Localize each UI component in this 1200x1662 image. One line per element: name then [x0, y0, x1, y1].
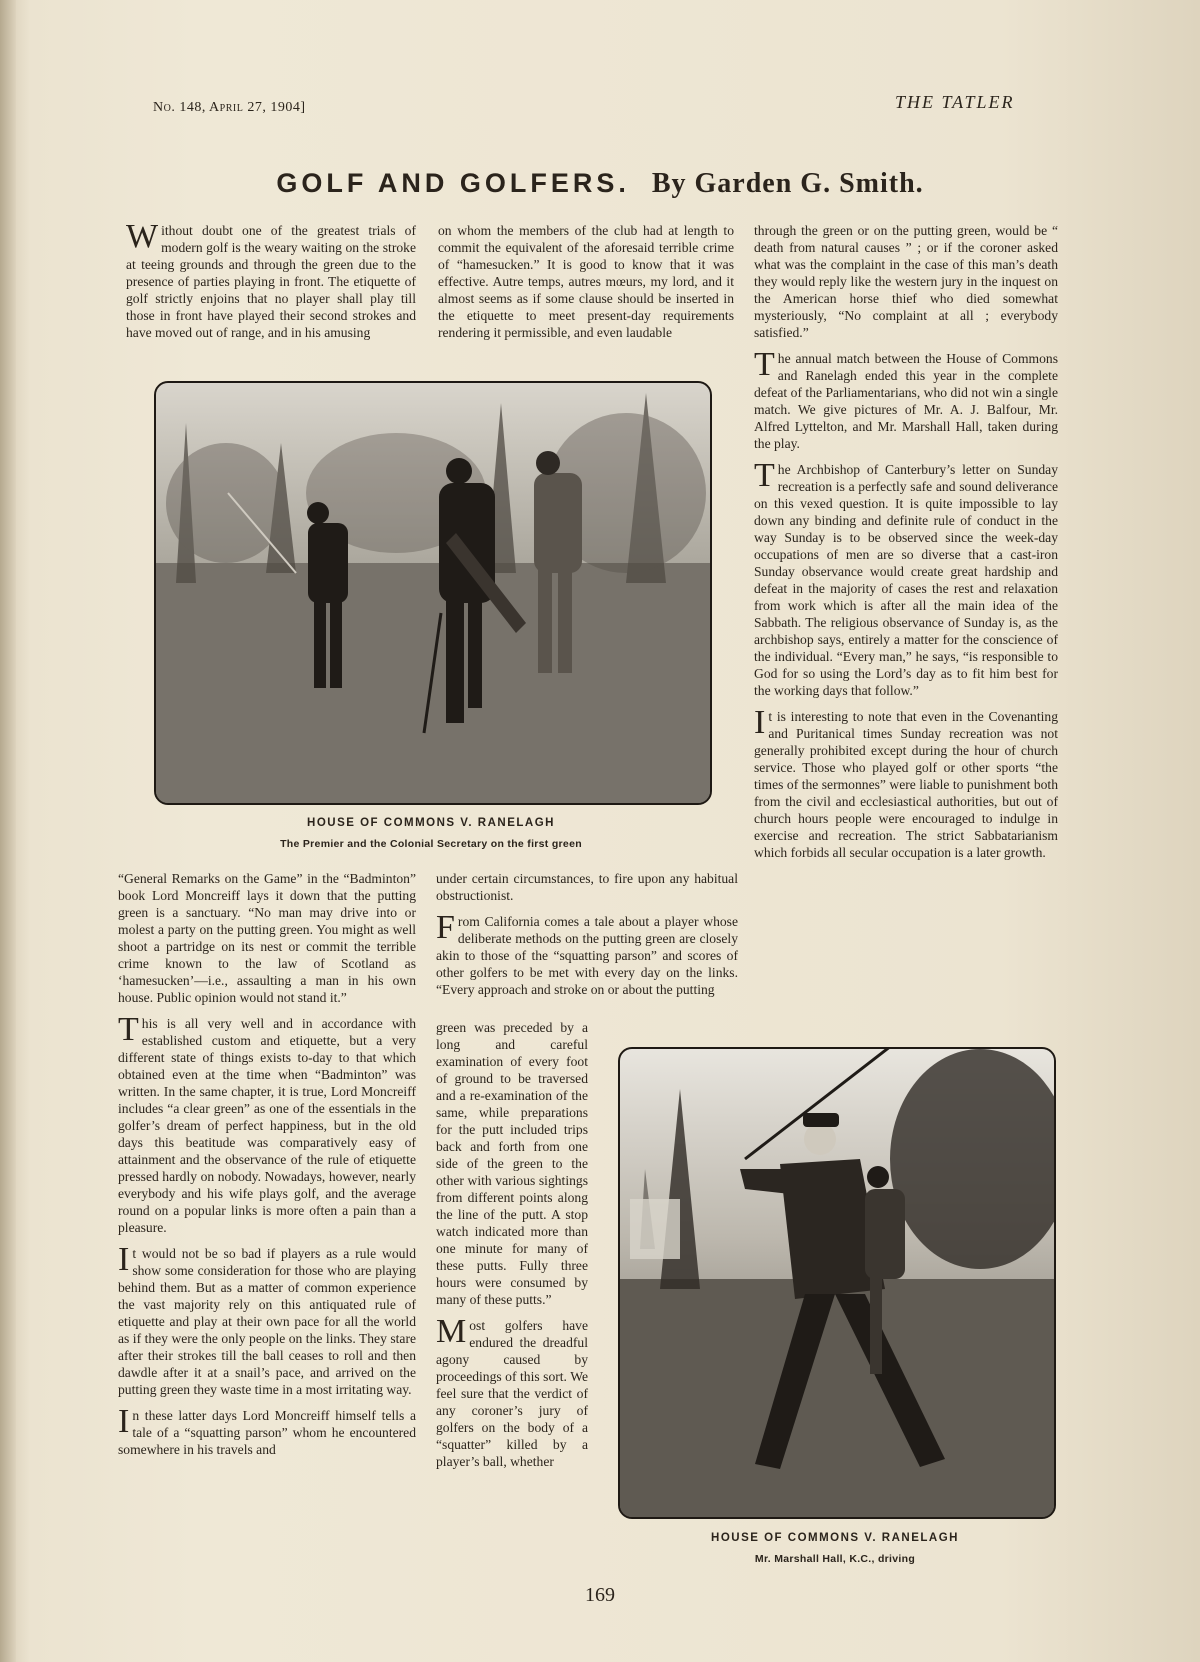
column-bottom-2-upper: [436, 870, 738, 998]
photo2-caption-title: HOUSE OF COMMONS V. RANELAGH: [711, 1532, 959, 1544]
photo2-caption-sub: Mr. Marshall Hall, K.C., driving: [754, 1553, 916, 1565]
paragraph: green was preceded by a long and careful examination of every foot of ground to be traversed and a re-examination of the same, while preparations for the putt included trips back and forth from one side of the green to the other with various sightings from different points along the line of the putt. A stop watch indicated more than one minute for many of these putts. Fully three hours were consumed by many of these putts.”: [436, 1020, 588, 1307]
paragraph: “General Remarks on the Game” in the “Badminton” book Lord Moncreiff lays it down that the putting green is a sanctuary. “No man may drive into or molest a party on the putting green. You might as well shoot a partridge on its nest or commit the terrible crime known to the law of Scotland as ‘hamesucken’—i.e., assaulting a man in his own house. Public opinion would not stand it.”: [118, 871, 416, 1005]
page-number: 169: [585, 1584, 615, 1606]
article-title: [0, 168, 1200, 200]
paragraph: The Archbishop of Canterbury’s letter on Sunday recreation is a perfectly safe and sound deliverance on this vexed question. It is quite impossible to lay down any binding and definite rule of conduct in the way Sunday is to be observed since the week-day occupations of men are so diverse that a cast-iron Sunday observance would create great hardship and defeat in the majority of cases the rest and relaxation from work which is after all the main idea of the Sabbath. The religious observance of Sunday is, as the archbishop says, entirely a matter for the conscience of the individual. “Every man,” he says, “is responsible to God for so using the Lord’s day as to fit him best for the working days that follow.”: [754, 457, 1058, 698]
photo-premier-and-colonial-secretary: [154, 381, 712, 805]
title-text: GOLF AND GOLFERS.: [276, 168, 630, 198]
paragraph: under certain circumstances, to fire upon any habitual obstructionist.: [436, 871, 738, 903]
paragraph: The annual match between the House of Commons and Ranelagh ended this year in the complete defeat of the Parliamentarians, who did not win a single match. We give pictures of Mr. A. J. Balfour, Mr. Alfred Lyttelton, and Mr. Marshall Hall, taken during the play.: [754, 346, 1058, 451]
paragraph: through the green or on the putting green, would be “ death from natural causes ” ; or if the coroner asked what was the complaint in the case of this man’s death they would reply like the western jury in the inquest on the American horse thief who died somewhat mysteriously, “No complaint at all ; everybody satisfied.”: [754, 223, 1058, 340]
golfer-driving-illustration: [620, 1049, 1054, 1517]
magazine-name: THE TATLER: [895, 92, 1015, 112]
byline: By Garden G. Smith.: [651, 168, 924, 199]
golfers-on-green-illustration: [156, 383, 710, 803]
column-bottom-2-lower: [436, 1019, 588, 1479]
paragraph: Without doubt one of the greatest trials of modern golf is the weary waiting on the stroke at teeing grounds and through the green due to the presence of parties playing in front. The etiquette of golf strictly enjoins that no player shall play till those in front have played their second strokes and have moved out of range, and in his amusing: [126, 218, 416, 340]
binding-gutter: [0, 0, 16, 1662]
paragraph: This is all very well and in accordance with established custom and etiquette, but a very different state of things exists to-day to that which obtained even at the time when “Badminton” was written. In the same chapter, it is true, Lord Moncreiff includes “a clear green” as one of the essentials in the golfer’s dream of perfect happiness, but in the old days this beatitude was comparatively easy of attainment and the observance of the rule of etiquette pressed hardly on nobody. Nowadays, however, nearly everybody and his wife plays golf, and the average round on a popular links is more often a pain than a pleasure.: [118, 1011, 416, 1235]
paragraph: on whom the members of the club had at length to commit the equivalent of the aforesaid terrible crime of “hamesucken.” It is good to know that it was effective. Autre temps, autres mœurs, my lord, and it almost seems as if some clause should be inserted in the etiquette to meet present-day requirements rendering it permissible, and even laudable: [438, 223, 734, 340]
column-bottom-1: [118, 870, 416, 1467]
paragraph: It is interesting to note that even in the Covenanting and Puritanical times Sunday recreation was not generally prohibited except during the hour of church service. Those who played golf or other sports “the times of the sermonnes” were liable to punishment both from the civil and ecclesiastical authorities, but out of church hours people were encouraged to indulge in exercise and recreation. The strict Sabbatarianism which forbids all secular occupation is a later growth.: [754, 704, 1058, 860]
column-top-2: [438, 222, 734, 350]
paragraph: In these latter days Lord Moncreiff himself tells a tale of a “squatting parson” whom he encountered somewhere in his travels and: [118, 1403, 416, 1457]
issue-line: No. 148, April 27, 1904]: [153, 100, 306, 115]
paragraph: From California comes a tale about a player whose deliberate methods on the putting green are closely akin to those of the “squatting parson” and scores of other golfers to be met with every day on the links. “Every approach and stroke on or about the putting: [436, 909, 738, 997]
paragraph: It would not be so bad if players as a rule would show some consideration for those who are playing behind them. But as a matter of common experience the vast majority rely on this antiquated rule of etiquette and play at their own pace for all the world as if they were the only people on the links. They stare after their strokes till the ball ceases to roll and then dawdle after it at a snail’s pace, and arrived on the putting green they waste time in a most irritating way.: [118, 1241, 416, 1397]
photo1-caption-sub: The Premier and the Colonial Secretary on the first green: [280, 838, 582, 850]
column-right: [754, 222, 1058, 870]
photo1-caption-title: HOUSE OF COMMONS V. RANELAGH: [307, 817, 555, 829]
column-top-1: [126, 218, 416, 350]
paragraph: Most golfers have endured the dreadful agony caused by proceedings of this sort. We feel sure that the verdict of any coroner’s jury of golfers on the body of a “squatter” killed by a player’s ball, whether: [436, 1313, 588, 1469]
photo-marshall-hall-driving: [618, 1047, 1056, 1519]
